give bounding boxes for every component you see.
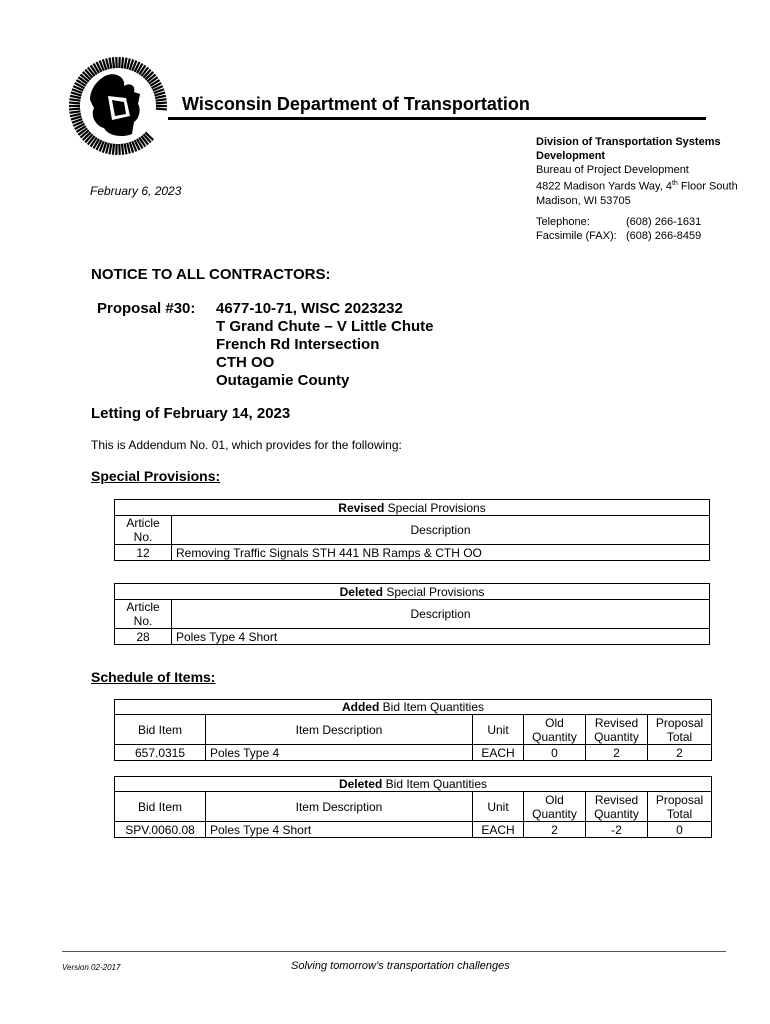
description-header: Description bbox=[172, 600, 710, 629]
proposal-line: 4677-10-71, WISC 2023232 bbox=[216, 300, 403, 317]
unit-cell: EACH bbox=[473, 822, 524, 838]
bid-item-cell: SPV.0060.08 bbox=[115, 822, 206, 838]
old-quantity-cell: 2 bbox=[524, 822, 586, 838]
revised-special-provisions-table bbox=[114, 499, 710, 561]
table-title: Revised Special Provisions bbox=[115, 500, 710, 516]
bid-item-header: Bid Item bbox=[115, 715, 206, 745]
footer-rule bbox=[62, 951, 726, 952]
logo-ray bbox=[113, 144, 114, 155]
item-description-cell: Poles Type 4 Short bbox=[206, 822, 473, 838]
telephone-value: (608) 266-1631 bbox=[626, 216, 702, 228]
table-row bbox=[115, 745, 712, 761]
logo-ray bbox=[156, 109, 167, 110]
table-title: Deleted Special Provisions bbox=[115, 584, 710, 600]
old-quantity-header: Old Quantity bbox=[524, 715, 586, 745]
logo-ray bbox=[156, 99, 167, 101]
logo-ray bbox=[70, 114, 81, 116]
version-label: Version 02-2017 bbox=[62, 963, 121, 972]
old-quantity-header: Old Quantity bbox=[524, 792, 586, 822]
item-description-cell: Poles Type 4 bbox=[206, 745, 473, 761]
logo-ray bbox=[156, 103, 167, 104]
article-no-cell: 28 bbox=[115, 629, 172, 645]
unit-header: Unit bbox=[473, 715, 524, 745]
article-no-header: Article No. bbox=[115, 600, 172, 629]
table-title: Added Bid Item Quantities bbox=[115, 700, 712, 715]
table-title: Deleted Bid Item Quantities bbox=[115, 777, 712, 792]
item-description-header: Item Description bbox=[206, 715, 473, 745]
old-quantity-cell: 0 bbox=[524, 745, 586, 761]
logo-ray bbox=[69, 111, 80, 113]
description-cell: Removing Traffic Signals STH 441 NB Ramps & CTH OO bbox=[172, 545, 710, 561]
schedule-of-items-heading: Schedule of Items: bbox=[91, 669, 216, 685]
logo-ray bbox=[109, 58, 111, 69]
added-bid-items-table bbox=[114, 699, 712, 761]
logo-ray bbox=[109, 143, 111, 154]
proposal-line: T Grand Chute – V Little Chute bbox=[216, 318, 434, 335]
fax-value: (608) 266-8459 bbox=[626, 230, 702, 242]
unit-cell: EACH bbox=[473, 745, 524, 761]
table-row bbox=[115, 629, 710, 645]
table-row bbox=[115, 545, 710, 561]
logo-ray bbox=[122, 57, 123, 68]
logo-ray bbox=[69, 103, 80, 104]
org-title: Wisconsin Department of Transportation bbox=[182, 94, 530, 114]
revised-quantity-header: Revised Quantity bbox=[586, 715, 648, 745]
item-description-header: Item Description bbox=[206, 792, 473, 822]
division-name-line2: Development bbox=[536, 150, 606, 162]
revised-quantity-cell: -2 bbox=[586, 822, 648, 838]
footer-tagline: Solving tomorrow’s transportation challenges bbox=[291, 960, 510, 972]
unit-header: Unit bbox=[473, 792, 524, 822]
proposal-line: CTH OO bbox=[216, 354, 275, 371]
header-rule bbox=[168, 117, 706, 120]
division-name-line1: Division of Transportation Systems bbox=[536, 136, 721, 148]
proposal-line: Outagamie County bbox=[216, 372, 350, 389]
letter-date: February 6, 2023 bbox=[90, 184, 182, 198]
logo-ray bbox=[69, 109, 80, 110]
proposal-total-header: Proposal Total bbox=[648, 792, 712, 822]
proposal-details bbox=[216, 300, 434, 390]
logo-ray bbox=[122, 144, 123, 155]
bureau-name: Bureau of Project Development bbox=[536, 164, 689, 176]
division-address bbox=[536, 135, 738, 208]
proposal-label: Proposal #30: bbox=[97, 300, 196, 317]
article-no-header: Article No. bbox=[115, 516, 172, 545]
proposal-total-cell: 2 bbox=[648, 745, 712, 761]
logo-ray bbox=[155, 96, 166, 98]
logo-ray bbox=[69, 99, 80, 101]
proposal-total-header: Proposal Total bbox=[648, 715, 712, 745]
description-cell: Poles Type 4 Short bbox=[172, 629, 710, 645]
revised-quantity-cell: 2 bbox=[586, 745, 648, 761]
logo-ray bbox=[70, 96, 81, 98]
bid-item-header: Bid Item bbox=[115, 792, 206, 822]
article-no-cell: 12 bbox=[115, 545, 172, 561]
addendum-text: This is Addendum No. 01, which provides for the following: bbox=[91, 438, 402, 452]
contact-info bbox=[536, 215, 701, 243]
fax-label: Facsimile (FAX): bbox=[536, 230, 617, 242]
deleted-special-provisions-table bbox=[114, 583, 710, 645]
logo-ray bbox=[113, 57, 114, 68]
proposal-total-cell: 0 bbox=[648, 822, 712, 838]
logo-ray bbox=[125, 143, 127, 154]
special-provisions-heading: Special Provisions: bbox=[91, 468, 221, 484]
wisdot-logo bbox=[68, 56, 168, 156]
city-address: Madison, WI 53705 bbox=[536, 194, 631, 207]
deleted-bid-items-table bbox=[114, 776, 712, 838]
revised-quantity-header: Revised Quantity bbox=[586, 792, 648, 822]
street-address: 4822 Madison Yards Way, 4th Floor South bbox=[536, 180, 738, 193]
logo-ray bbox=[125, 58, 127, 69]
description-header: Description bbox=[172, 516, 710, 545]
notice-heading: NOTICE TO ALL CONTRACTORS: bbox=[91, 266, 331, 283]
proposal-line: French Rd Intersection bbox=[216, 336, 380, 353]
letting-date: Letting of February 14, 2023 bbox=[91, 405, 291, 422]
table-row bbox=[115, 822, 712, 838]
bid-item-cell: 657.0315 bbox=[115, 745, 206, 761]
telephone-label: Telephone: bbox=[536, 216, 590, 228]
